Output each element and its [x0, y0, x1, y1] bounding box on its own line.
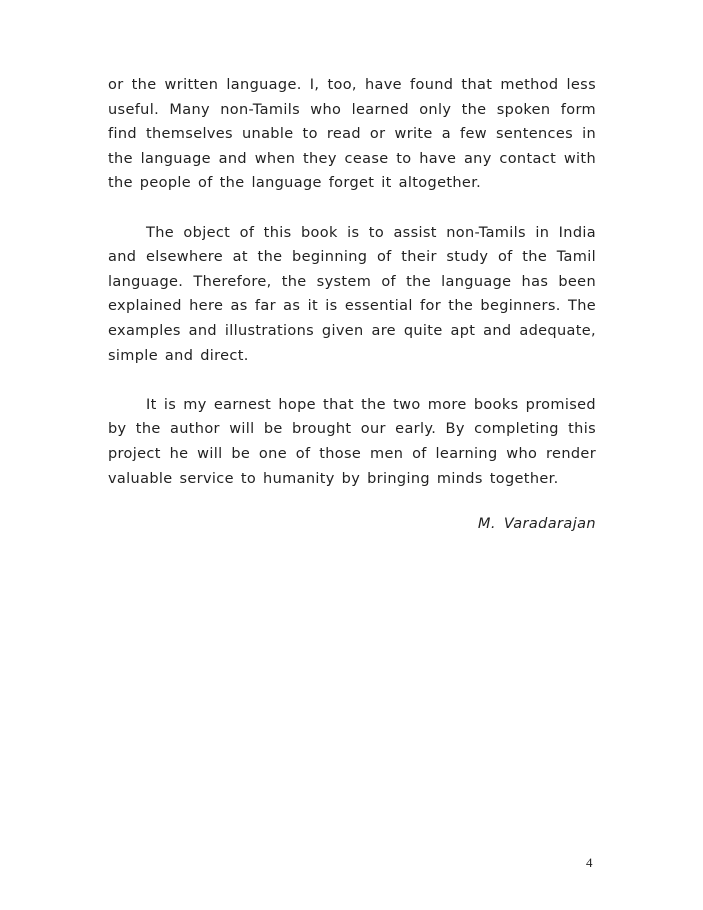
body-text	[108, 73, 596, 491]
page-number: 4	[586, 855, 593, 870]
paragraph-book-object: The object of this book is to assist non-Tamils in India and elsewhere at the beginning of their study of the Tamil language. Therefore, the system of the language has been explained here as far as it is essential for the beginners. The examples and illustrations given are quite apt and adequate, simple and direct.	[108, 224, 596, 364]
author-signature: M. Varadarajan	[477, 516, 596, 532]
paragraph-continuation: or the written language. I, too, have found that method less useful. Many non-Tamils who learned only the spoken form find themselves unable to read or write a few sentences in the language and when they cease to have any contact with the people of the language forget it altogether.	[108, 77, 596, 192]
paragraph-earnest-hope: It is my earnest hope that the two more books promised by the author will be brought our early. By completing this project he will be one of those men of learning who render valuable service to humanity by bringing minds together.	[108, 396, 596, 487]
